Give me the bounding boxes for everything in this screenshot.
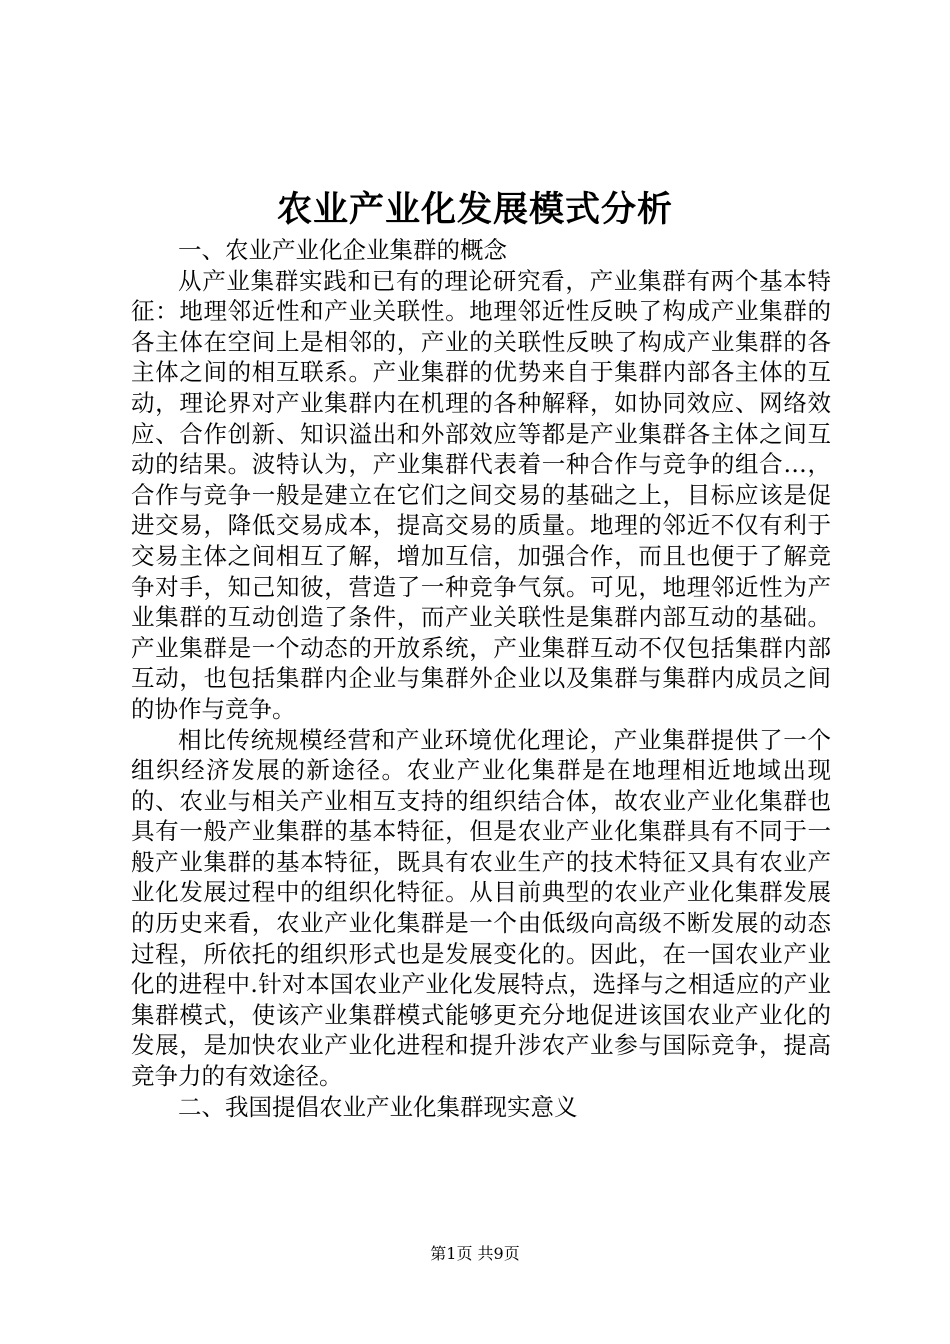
paragraph-1: 从产业集群实践和已有的理论研究看，产业集群有两个基本特征：地理邻近性和产业关联性。地理邻近性反映了构成产业集群的各主体在空间上是相邻的，产业的关联性反映了构成产业集群的各主体之间的相互联系。产业集群的优势来自于集群内部各主体的互动，理论界对产业集群内在机理的各种解释，如协同效应、网络效应、合作创新、知识溢出和外部效应等都是产业集群各主体之间互动的结果。波特认为，产业集群代表着一种合作与竞争的组合…，合作与竞争一般是建立在它们之间交易的基础之上，目标应该是促进交易，降低交易成本，提高交易的质量。地理的邻近不仅有利于交易主体之间相互了解，增加互信，加强合作，而且也便于了解竞争对手，知己知彼，营造了一种竞争气氛。可见，地理邻近性为产业集群的互动创造了条件，而产业关联性是集群内部互动的基础。产业集群是一个动态的开放系统，产业集群互动不仅包括集群内部互动，也包括集群内企业与集群外企业以及集群与集群内成员之间的协作与竞争。 bbox=[131, 266, 831, 723]
document-body bbox=[131, 235, 831, 1122]
document-title: 农业产业化发展模式分析 bbox=[276, 189, 673, 230]
section-heading-1: 一、农业产业化企业集群的概念 bbox=[178, 236, 507, 264]
section-heading-2: 二、我国提倡农业产业化集群现实意义 bbox=[178, 1092, 578, 1121]
paragraph-2: 相比传统规模经营和产业环境优化理论，产业集群提供了一个组织经济发展的新途径。农业产业化集群是在地理相近地域出现的、农业与相关产业相互支持的组织结合体，故农业产业化集群也具有一般产业集群的基本特征，但是农业产业化集群具有不同于一般产业集群的基本特征，既具有农业生产的技术特征又具有农业产业化发展过程中的组织化特征。从目前典型的农业产业化集群发展的历史来看，农业产业化集群是一个由低级向高级不断发展的动态过程，所依托的组织形式也是发展变化的。因此，在一国农业产业化的进程中.针对本国农业产业化发展特点，选择与之相适应的产业集群模式，使该产业集群模式能够更充分地促进该国农业产业化的发展，是加快农业产业化进程和提升涉农产业参与国际竞争，提高竞争力的有效途径。 bbox=[131, 725, 831, 1091]
page-footer: 第1页 共9页 bbox=[430, 1244, 520, 1263]
